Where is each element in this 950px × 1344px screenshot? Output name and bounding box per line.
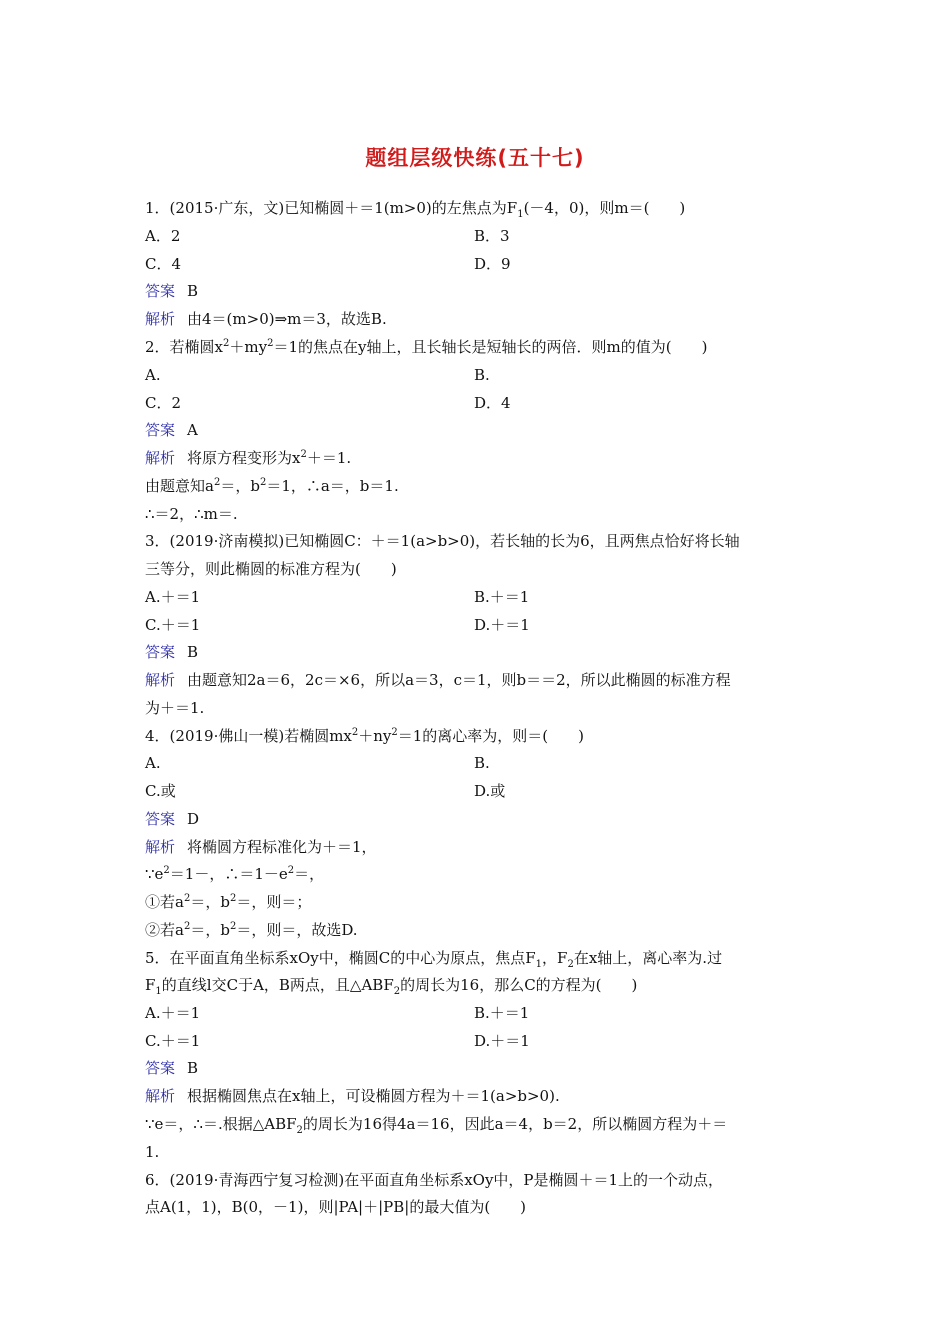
q6-stem-line1: 6．(2019·青海西宁复习检测)在平面直角坐标系xOy中，P是椭圆＋＝1上的一个动点， [145,1171,724,1189]
q3-analysis-line2: 为＋＝1. [145,699,205,717]
q3-analysis: 解析 由题意知2a＝6，2c＝×6，所以a＝3，c＝1，则b＝＝2，所以此椭圆的标准方程 [145,671,731,689]
q4-option-b: B. [474,754,490,772]
q1-stem: 1．(2015·广东，文)已知椭圆＋＝1(m>0)的左焦点为$F_1(-4$，0)，则m＝( ) [145,199,686,220]
q5-analysis-line3: 1. [145,1143,160,1161]
q2-answer: 答案 A [145,421,198,439]
q5-stem-line1: 5．在平面直角坐标系xOy中，椭圆C的中心为原点，焦点$F_1$，$F_2$在x轴上，离心率为.过 [145,949,723,970]
q4-analysis-line3: ①若$a^2=$，$b^2=$，则＝； [145,893,312,911]
q5-option-b: B.＋＝1 [474,1004,530,1022]
q3-stem-line1: 3．(2019·济南模拟)已知椭圆C：＋＝1(a>b>0)，若长轴的长为6，且两焦点恰好将长轴 [145,532,740,550]
q4-option-c: C.或 [145,782,176,800]
q2-option-b: B. [474,366,490,384]
q2-analysis-line3: ∴＝2，∴m＝. [145,505,238,523]
q4-analysis-line2: $\because e^2=1-$，$\therefore=1-e^2=$， [145,865,325,883]
q2-option-c: C．2 [145,394,182,412]
q1-option-b: B．3 [474,227,510,245]
q5-answer: 答案 B [145,1059,199,1077]
q1-analysis: 解析 由4＝(m>0)⇒m＝3，故选B. [145,310,387,328]
q4-option-d: D.或 [474,782,506,800]
q4-analysis-line4: ②若$a^2=$，$b^2=$，则＝，故选D. [145,921,358,939]
q4-answer: 答案 D [145,810,200,828]
q1-answer: 答案 B [145,282,199,300]
q2-analysis-line2: 由题意知$a^2=$，$b^2=1$，∴a＝，b＝1. [145,477,399,495]
q5-stem-line2: $F_1$的直线l交C于A，B两点，且$\triangle ABF_2$的周长为16，那么C的方程为( ) [145,976,638,997]
q1-option-a: A．2 [145,227,181,245]
q3-option-d: D.＋＝1 [474,616,530,634]
page-title: 题组层级快练(五十七) [365,146,585,170]
q5-option-c: C.＋＝1 [145,1032,201,1050]
q5-analysis-line2: ∵e＝，∴＝.根据$\triangle ABF_2$的周长为16得4a＝16，因此a＝4，b＝2，所以椭圆方程为＋＝ [145,1115,728,1136]
q5-option-a: A.＋＝1 [145,1004,201,1022]
q3-option-a: A.＋＝1 [145,588,201,606]
q4-stem: 4．(2019·佛山一模)若椭圆$mx^2+ny^2=1$的离心率为，则＝( ) [145,727,585,745]
q3-answer: 答案 B [145,643,199,661]
q2-option-a: A. [145,366,161,384]
q4-option-a: A. [145,754,161,772]
q2-option-d: D．4 [474,394,511,412]
q6-stem-line2: 点A(1，1)，B(0，－1)，则|PA|＋|PB|的最大值为( ) [145,1198,527,1216]
q2-stem: 2．若椭圆$x^2+my^2=1$的焦点在y轴上，且长轴长是短轴长的两倍．则m的值为( ) [145,338,708,356]
q4-analysis: 解析 将椭圆方程标准化为＋＝1， [145,838,377,856]
q3-option-c: C.＋＝1 [145,616,201,634]
q5-analysis: 解析 根据椭圆焦点在x轴上，可设椭圆方程为＋＝1(a>b>0). [145,1087,560,1105]
q3-option-b: B.＋＝1 [474,588,530,606]
q2-analysis: 解析 将原方程变形为$x^2+=1$. [145,449,352,467]
q5-option-d: D.＋＝1 [474,1032,530,1050]
q1-option-d: D．9 [474,255,511,273]
q3-stem-line2: 三等分，则此椭圆的标准方程为( ) [145,560,397,578]
q1-option-c: C．4 [145,255,182,273]
